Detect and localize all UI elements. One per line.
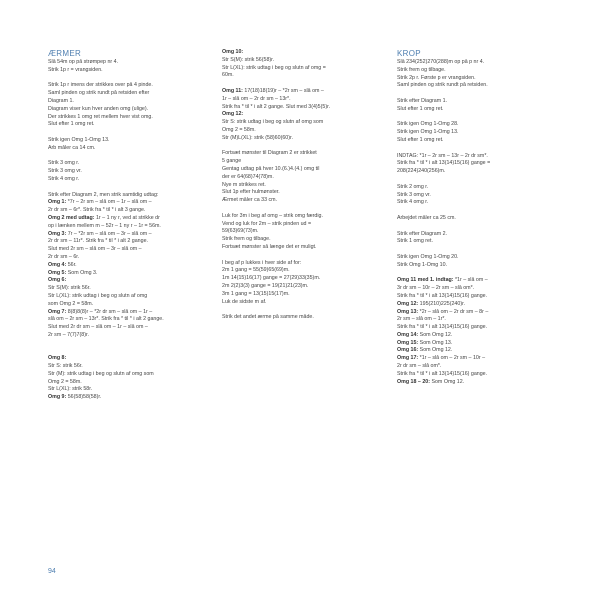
instruction-text: slå om – 2r sm – 13r*. Strik fra * til * i alt 2 gange.	[48, 316, 164, 323]
instruction-text: Str S: strik udtag i beg og slutn af omg som	[222, 119, 324, 126]
instruction-line	[48, 386, 206, 394]
instruction-line	[48, 332, 206, 340]
instruction-line	[48, 121, 206, 129]
instruction-text: Som Omg 12.	[418, 331, 453, 338]
instruction-text: Saml pinden og strik rundt på retsiden efter	[48, 90, 150, 97]
instruction-line	[48, 192, 206, 200]
instruction-line	[48, 106, 206, 114]
instruction-text: Str L(XL): strik 58r.	[48, 386, 93, 393]
instruction-text: 2r dr sm – slå om*.	[397, 363, 442, 370]
column-body	[397, 49, 565, 386]
instruction-text: Vend og luk for 2m – strik pinden ud =	[222, 220, 312, 227]
instruction-text: Luk for 3m i beg af omg – strik omg færdig.	[222, 212, 323, 219]
round-label: Omg 4:	[48, 261, 67, 268]
instruction-line	[48, 301, 206, 309]
instruction-line	[222, 291, 384, 299]
round-label: Omg 13:	[397, 308, 419, 315]
instruction-line	[48, 285, 206, 293]
instruction-text: Fortsæt mønster til Diagram 2 er strikket	[222, 150, 317, 157]
instruction-line	[222, 314, 384, 322]
instruction-line	[48, 238, 206, 246]
instruction-line	[222, 96, 384, 104]
instruction-line	[397, 67, 565, 75]
round-label: Omg 17:	[397, 355, 419, 362]
instruction-text: Slut efter 1 omg ret.	[397, 136, 444, 143]
instruction-line	[397, 199, 565, 207]
instruction-text: Slut med 2r sm – slå om – 3r – slå om –	[48, 246, 142, 253]
instruction-text: Strik igen Omg 1-Omg 13.	[48, 136, 110, 143]
instruction-line	[222, 57, 384, 65]
section-heading-sleeves: ÆRMER	[48, 49, 82, 58]
instruction-line	[48, 355, 206, 363]
instruction-text: Strik efter Diagram 2.	[397, 230, 448, 237]
instruction-text: 2r sm – 7(7)7(8)r.	[48, 331, 89, 338]
round-label: Omg 12:	[222, 111, 244, 118]
instruction-text: Strik Omg 1-Omg 10.	[397, 261, 448, 268]
instruction-line	[222, 65, 384, 73]
instruction-line	[222, 260, 384, 268]
instruction-line	[48, 231, 206, 239]
instruction-line	[397, 309, 565, 317]
instruction-line	[48, 371, 206, 379]
instruction-line	[397, 192, 565, 200]
instruction-line	[222, 221, 384, 229]
instruction-text: Strik 3 omg vr.	[48, 168, 82, 175]
paragraph-gap	[397, 223, 565, 231]
instruction-line	[222, 283, 384, 291]
paragraph-gap	[222, 80, 384, 88]
instruction-line	[48, 254, 206, 262]
paragraph-gap	[397, 90, 565, 98]
paragraph-gap	[48, 153, 206, 161]
instruction-text: Som Omg 12.	[429, 378, 465, 385]
instruction-line	[397, 355, 565, 363]
instruction-text: 56(58)58(58)r.	[66, 394, 102, 401]
instruction-line	[397, 168, 565, 176]
instruction-text: Strik det andet ærme på samme måde.	[222, 314, 314, 321]
instruction-text: Strik 2 omg r.	[397, 183, 429, 190]
instruction-line	[48, 114, 206, 122]
instruction-line	[397, 262, 565, 270]
round-label: Omg 11:	[222, 87, 243, 94]
instruction-line	[397, 129, 565, 137]
instruction-text: Str (M)L(XL): strik (58)60(60)r.	[222, 134, 293, 141]
paragraph-gap	[222, 143, 384, 151]
instruction-text: 1r – slå om – 2r dr sm – 13r*.	[222, 95, 291, 102]
round-label: Omg 15:	[397, 339, 419, 346]
instruction-text: 3r dr sm – 10r – 2r sm – slå om*.	[397, 285, 475, 292]
paragraph-gap	[48, 347, 206, 355]
instruction-text: Strik fra * til * i alt 2 gange. Slut med 3(4)5(5)r.	[222, 103, 331, 110]
instruction-line	[397, 293, 565, 301]
instruction-line	[48, 215, 206, 223]
instruction-line	[48, 207, 206, 215]
instruction-line	[48, 98, 206, 106]
instruction-line	[222, 119, 384, 127]
instruction-line	[397, 301, 565, 309]
round-label: Omg 7:	[48, 308, 67, 315]
instruction-text: Nye m strikkes ret.	[222, 181, 266, 188]
column-sleeves	[48, 49, 206, 402]
instruction-text: Diagram viser kun hver anden omg (ulige).	[48, 105, 149, 112]
instruction-text: Slut 1p efter hulmønster.	[222, 189, 280, 196]
instruction-line	[222, 189, 384, 197]
instruction-text: Strik fra * til * i alt 13(14)15(16) gange.	[397, 370, 488, 377]
instruction-text: Slut efter 1 omg ret.	[48, 121, 95, 128]
instruction-text: 56r.	[66, 261, 77, 268]
instruction-text: Strik 1 omg ret.	[397, 238, 433, 245]
instruction-line	[222, 299, 384, 307]
instruction-text: Omg 2 = 58m.	[48, 378, 82, 385]
instruction-line	[48, 160, 206, 168]
paragraph-gap	[48, 340, 206, 348]
instruction-text: Strik fra * til * i alt 13(14)15(16) gange.	[397, 324, 488, 331]
instruction-text: 59(63)69(73)m.	[222, 228, 259, 235]
instruction-text: Strik efter Diagram 1.	[397, 97, 448, 104]
paragraph-gap	[48, 184, 206, 192]
round-label: Omg 10:	[222, 49, 244, 55]
instruction-line	[397, 75, 565, 83]
instruction-text: Strik 3 omg r.	[48, 160, 80, 167]
instruction-line	[48, 316, 206, 324]
instruction-text: Slut med 2r dr sm – slå om – 1r – slå om –	[48, 324, 148, 331]
instruction-text: 5 gange	[222, 158, 242, 165]
round-label: Omg 6:	[48, 277, 67, 284]
instruction-line	[397, 379, 565, 387]
round-label: Omg 14:	[397, 331, 419, 338]
instruction-line	[48, 90, 206, 98]
instruction-line	[222, 213, 384, 221]
instruction-text: Strik igen Omg 1-Omg 13.	[397, 129, 459, 136]
instruction-line	[397, 332, 565, 340]
instruction-line	[397, 106, 565, 114]
instruction-line	[48, 168, 206, 176]
round-label: Omg 12:	[397, 300, 419, 307]
instruction-text: Strik fra * til * i alt 13(14)15(16) gange.	[397, 292, 488, 299]
instruction-line	[397, 98, 565, 106]
instruction-line	[48, 223, 206, 231]
instruction-text: 17(18)18(19)r – *2r sm – slå om –	[242, 87, 324, 94]
instruction-text: Strik 2p r. Første p er vrangsiden.	[397, 74, 476, 81]
instruction-line	[397, 363, 565, 371]
instruction-line	[222, 197, 384, 205]
instruction-line	[48, 324, 206, 332]
paragraph-gap	[397, 270, 565, 278]
instruction-text: Som Omg 3.	[66, 269, 98, 276]
instruction-line	[397, 347, 565, 355]
round-label: Omg 8:	[48, 355, 67, 362]
instruction-line	[397, 277, 565, 285]
instruction-line	[397, 82, 565, 90]
instruction-text: Slå 54m op på strømpep nr 4.	[48, 59, 119, 65]
instruction-text: Saml pinden og strik rundt på retsiden.	[397, 82, 488, 89]
instruction-text: Strik efter Diagram 2, men strik samtidig udtag:	[48, 191, 159, 198]
instruction-text: INDTAG: *1r – 2r sm – 13r – 2r dr sm*.	[397, 152, 488, 159]
instruction-line	[48, 67, 206, 75]
instruction-text: 60m.	[222, 72, 234, 79]
instruction-text: Strik frem og tilbage.	[397, 66, 446, 73]
instruction-text: Str L(XL): strik udtag i beg og slutn af omg =	[222, 64, 326, 71]
instruction-text: 8(8)8(8)r – *2r dr sm – slå om – 1r –	[66, 308, 153, 315]
instruction-text: 195(210)225(240)r.	[418, 300, 466, 307]
instruction-text: 2m 2(2)3(3) gange = 19(21)21(23)m.	[222, 282, 309, 289]
paragraph-gap	[48, 75, 206, 83]
instruction-text: Str (M): strik udtag i beg og slutn af omg som	[48, 370, 154, 377]
instruction-text: Arb måler ca 14 cm.	[48, 144, 96, 151]
instruction-line	[397, 59, 565, 67]
instruction-line	[397, 121, 565, 129]
round-label: Omg 5:	[48, 269, 67, 276]
instruction-line	[222, 72, 384, 80]
instruction-text: Strik igen Omg 1-Omg 28.	[397, 121, 459, 128]
instruction-text: I beg af p lukkes i hver side af for:	[222, 259, 302, 266]
instruction-text: Slå 234(252)270(288)m op på p nr 4.	[397, 59, 485, 65]
instruction-text: Str L(XL): strik udtag i beg og slutn af omg	[48, 292, 148, 299]
instruction-text: Str S: strik 56r.	[48, 363, 83, 370]
instruction-text: Diagram 1.	[48, 97, 74, 104]
instruction-line	[397, 254, 565, 262]
instruction-line	[48, 199, 206, 207]
paragraph-gap	[222, 205, 384, 213]
instruction-text: *1r – slå om –	[453, 277, 488, 284]
instruction-line	[48, 394, 206, 402]
instruction-line	[48, 246, 206, 254]
instruction-text: op i lænken mellem m – 52r – 1 ny r – 1r = 56m.	[48, 222, 161, 229]
instruction-line	[48, 137, 206, 145]
instruction-text: Luk de sidste m af.	[222, 298, 267, 305]
instruction-line	[48, 59, 206, 67]
instruction-text: Omg 2 = 58m.	[222, 126, 256, 133]
instruction-line	[397, 184, 565, 192]
instruction-text: 1m 14(15)16(17) gange = 27(29)33(35)m.	[222, 275, 321, 282]
instruction-line	[397, 215, 565, 223]
instruction-line	[222, 88, 384, 96]
paragraph-gap	[222, 306, 384, 314]
instruction-text: 2r dr sm – 6r.	[48, 253, 80, 260]
instruction-line	[222, 182, 384, 190]
instruction-text: Gentag udtag på hver 10.(6.)4.(4.) omg til	[222, 165, 320, 172]
instruction-text: Der strikkes 1 omg ret mellem hver vist omg.	[48, 113, 153, 120]
instruction-line	[222, 135, 384, 143]
paragraph-gap	[397, 114, 565, 122]
instruction-text: Strik igen Omg 1-Omg 20.	[397, 253, 459, 260]
paragraph-gap	[397, 246, 565, 254]
instruction-text: Som Omg 12.	[418, 347, 453, 354]
instruction-text: som Omg 2 = 58m.	[48, 300, 94, 307]
instruction-line	[222, 166, 384, 174]
instruction-line	[222, 228, 384, 236]
instruction-text: Str S(M): strik 56(58)r.	[222, 56, 275, 63]
instruction-text: Strik 1p r = vrangsiden.	[48, 66, 103, 73]
instruction-text: Strik fra * til * i alt 13(14)15(16) gange =	[397, 160, 491, 167]
instruction-text: 2r sm – slå om – 1r*.	[397, 316, 446, 323]
instruction-text: der er 64(68)74(78)m.	[222, 173, 274, 180]
instruction-line	[222, 104, 384, 112]
instruction-line	[397, 153, 565, 161]
instruction-line	[48, 270, 206, 278]
paragraph-gap	[48, 129, 206, 137]
instruction-line	[397, 324, 565, 332]
instruction-line	[222, 150, 384, 158]
instruction-line	[222, 158, 384, 166]
instruction-text: *2r – slå om – 2r dr sm – 8r –	[418, 308, 489, 315]
instruction-text: *1r – slå om – 2r sm – 10r –	[418, 355, 486, 362]
instruction-line	[48, 309, 206, 317]
instruction-line	[397, 316, 565, 324]
instruction-text: Slut efter 1 omg ret.	[397, 105, 444, 112]
instruction-line	[397, 285, 565, 293]
instruction-line	[222, 174, 384, 182]
instruction-text: Strik 4 omg r.	[48, 175, 80, 182]
section-heading-body: KROP	[397, 49, 421, 58]
page-number: 94	[48, 568, 56, 575]
paragraph-gap	[397, 207, 565, 215]
round-label: Omg 3:	[48, 230, 67, 237]
instruction-line	[48, 363, 206, 371]
instruction-line	[397, 231, 565, 239]
instruction-text: 2r dr sm – 11r*. Strik fra * til * i alt 2 gange.	[48, 238, 148, 245]
instruction-line	[222, 275, 384, 283]
paragraph-gap	[397, 176, 565, 184]
instruction-line	[48, 145, 206, 153]
instruction-line	[222, 267, 384, 275]
instruction-line	[397, 238, 565, 246]
instruction-text: Str S(M): strik 56r.	[48, 285, 91, 292]
instruction-text: Strik 1p r imens der strikkes over på 4 pinde.	[48, 82, 153, 89]
instruction-line	[222, 49, 384, 57]
instruction-text: 208(224)240(256)m.	[397, 168, 446, 175]
instruction-text: 2r dr sm – 6r*. Strik fra * til * i alt 3 gange.	[48, 207, 146, 214]
instruction-line	[222, 244, 384, 252]
instruction-line	[48, 379, 206, 387]
instruction-text: Ærmet måler ca 33 cm.	[222, 197, 278, 204]
instruction-line	[48, 262, 206, 270]
instruction-line	[397, 160, 565, 168]
column-sleeves-continued	[222, 49, 384, 322]
instruction-line	[48, 293, 206, 301]
instruction-line	[397, 137, 565, 145]
round-label: Omg 18 – 20:	[397, 378, 430, 385]
instruction-text: 3m 1 gang = 13(15)15(17)m.	[222, 290, 290, 297]
instruction-text: 1r – 1 ny r, ved at strikke dr	[94, 214, 160, 221]
paragraph-gap	[222, 252, 384, 260]
instruction-text: Strik frem og tilbage.	[222, 236, 271, 243]
round-label: Omg 9:	[48, 394, 67, 401]
instruction-line	[48, 176, 206, 184]
instruction-text: *7r – 2r sm – slå om – 1r – slå om –	[66, 199, 152, 206]
instruction-line	[48, 277, 206, 285]
instruction-text: Arbejdet måler ca 25 cm.	[397, 214, 456, 221]
instruction-line	[397, 371, 565, 379]
instruction-text: 2m 1 gang = 55(59)65(69)m.	[222, 267, 290, 274]
instruction-line	[397, 340, 565, 348]
instruction-text: Strik 3 omg vr.	[397, 191, 431, 198]
instruction-line	[48, 82, 206, 90]
instruction-line	[222, 111, 384, 119]
instruction-text: Strik 4 omg r.	[397, 199, 429, 206]
instruction-line	[222, 127, 384, 135]
paragraph-gap	[397, 145, 565, 153]
round-label: Omg 11 med 1. indtag:	[397, 277, 454, 284]
instruction-text: Som Omg 13.	[418, 339, 453, 346]
round-label: Omg 16:	[397, 347, 419, 354]
round-label: Omg 2 med udtag:	[48, 214, 95, 221]
instruction-text: Fortsæt mønster så længe det er muligt.	[222, 243, 317, 250]
round-label: Omg 1:	[48, 199, 67, 206]
instruction-text: 7r – *2r sm – slå om – 3r – slå om –	[66, 230, 152, 237]
instruction-line	[222, 236, 384, 244]
